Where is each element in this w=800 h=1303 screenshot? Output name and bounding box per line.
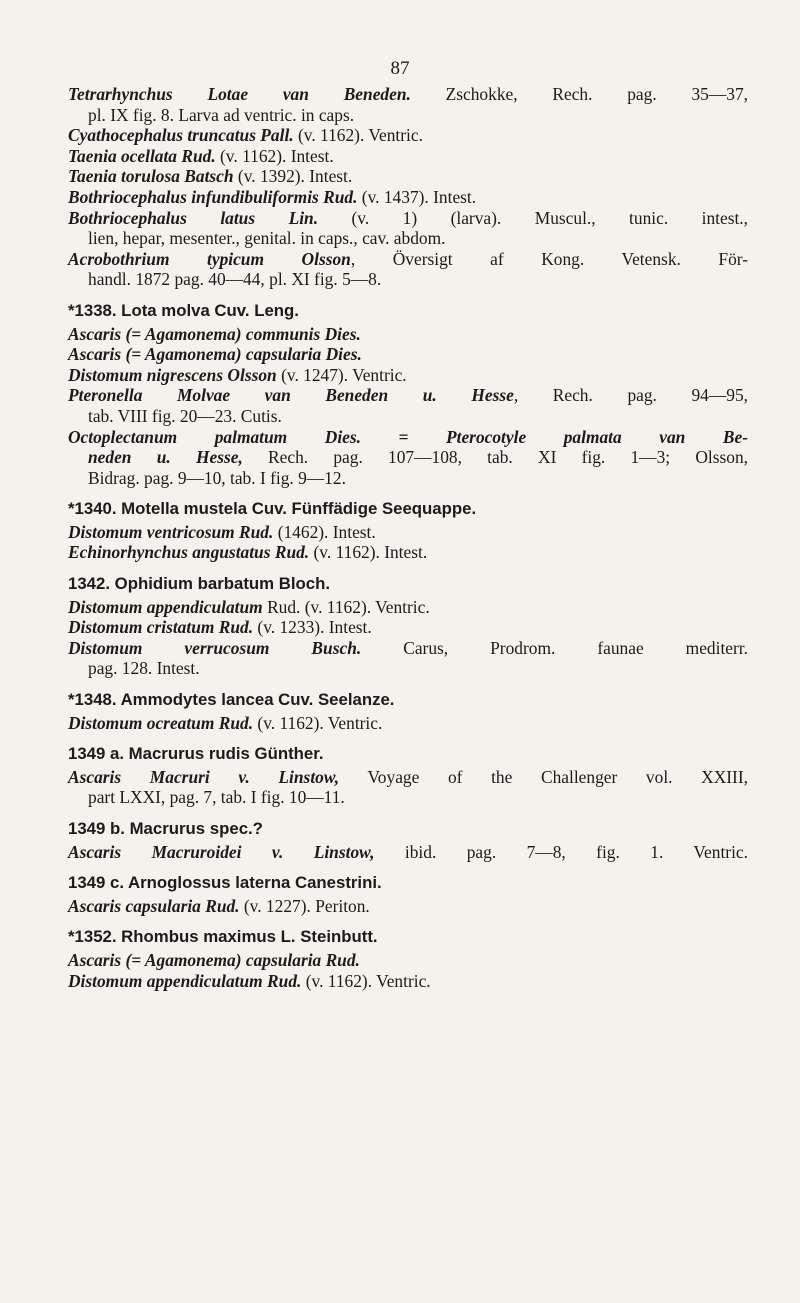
- citation-text: (v. 1247). Ventric.: [276, 364, 407, 385]
- page-number: 87: [390, 58, 410, 79]
- citation-text: Voyage of the Challenger vol. XXIII,: [339, 766, 748, 787]
- parasite-taxon: Taenia torulosa Batsch: [68, 166, 234, 187]
- entry-line: [68, 269, 748, 290]
- parasite-entry: [68, 638, 748, 679]
- entry-line: [68, 187, 748, 208]
- parasite-taxon: Distomum appendiculatum: [68, 596, 263, 617]
- entry-line: [68, 658, 748, 679]
- parasite-entry: [68, 767, 748, 808]
- entry-line: [68, 249, 748, 270]
- entry-line: [68, 713, 748, 734]
- parasite-taxon: Ascaris (= Agamonema) capsularia Dies.: [68, 344, 362, 365]
- parasite-entry: [68, 597, 748, 618]
- citation-text: part LXXI, pag. 7, tab. I fig. 10—11.: [88, 787, 345, 808]
- parasite-entry: [68, 427, 748, 489]
- host-species-heading: *1348. Ammodytes lancea Cuv. Seelanze.: [68, 690, 395, 710]
- host-species-heading: 1349 c. Arnoglossus laterna Canestrini.: [68, 873, 382, 893]
- entry-line: [68, 344, 748, 365]
- host-species-heading: *1352. Rhombus maximus L. Steinbutt.: [68, 927, 378, 947]
- parasite-entry: [68, 385, 748, 426]
- entry-line: [68, 971, 748, 992]
- entry-line: [68, 842, 748, 863]
- citation-text: (v. 1437). Intest.: [357, 186, 477, 207]
- entry-line: [68, 597, 748, 618]
- parasite-entry: [68, 842, 748, 863]
- host-section: [68, 499, 748, 563]
- citation-text: Rech. pag. 107—108, tab. XI fig. 1—3; Olsson,: [242, 447, 748, 468]
- entry-line: [68, 787, 748, 808]
- entry-line: [68, 447, 748, 468]
- entry-line: [68, 896, 748, 917]
- host-species-heading: *1338. Lota molva Cuv. Leng.: [68, 300, 299, 320]
- parasite-entry: [68, 896, 748, 917]
- parasite-entry: [68, 208, 748, 249]
- citation-text: (v. 1233). Intest.: [253, 617, 372, 638]
- parasite-entry: [68, 713, 748, 734]
- host-section: [68, 927, 748, 991]
- parasite-taxon: Octoplectanum palmatum Dies. = Pterocotyle palmata van Be-: [68, 426, 748, 447]
- citation-text: (v. 1162). Ventric.: [293, 125, 423, 146]
- parasite-taxon: Ascaris (= Agamonema) communis Dies.: [68, 323, 361, 344]
- entry-line: [68, 542, 748, 563]
- citation-text: pag. 128. Intest.: [88, 658, 200, 679]
- host-species-heading: 1342. Ophidium barbatum Bloch.: [68, 574, 331, 594]
- parasite-taxon: Pteronella Molvae van Beneden u. Hesse: [68, 385, 514, 406]
- parasite-entry: [68, 971, 748, 992]
- host-section: [68, 690, 748, 733]
- parasite-taxon: Bothriocephalus latus Lin.: [68, 207, 319, 228]
- parasite-entry: [68, 344, 748, 365]
- entry-line: [68, 406, 748, 427]
- host-section: [68, 84, 748, 290]
- citation-text: tab. VIII fig. 20—23. Cutis.: [88, 405, 282, 426]
- entry-line: [68, 638, 748, 659]
- citation-text: Carus, Prodrom. faunae mediterr.: [361, 637, 748, 658]
- parasite-taxon: Ascaris Macruroidei v. Linstow,: [68, 841, 375, 862]
- parasite-taxon: Ascaris capsularia Rud.: [68, 895, 240, 916]
- host-species-heading: *1340. Motella mustela Cuv. Fünffädige Seequappe.: [68, 499, 477, 519]
- entry-line: [68, 767, 748, 788]
- parasite-taxon: neden u. Hesse,: [88, 447, 243, 468]
- citation-text: Zschokke, Rech. pag. 35—37,: [410, 84, 748, 104]
- entry-line: [68, 324, 748, 345]
- parasite-entry: [68, 950, 748, 971]
- parasite-taxon: Acrobothrium typicum Olsson: [68, 248, 351, 269]
- parasite-entry: [68, 187, 748, 208]
- parasite-taxon: Distomum ventricosum Rud.: [68, 521, 274, 542]
- entry-line: [68, 950, 748, 971]
- parasite-entry: [68, 617, 748, 638]
- citation-text: lien, hepar, mesenter., genital. in caps., cav. abdom.: [88, 228, 446, 249]
- citation-text: (1462). Intest.: [273, 521, 376, 542]
- citation-text: (v. 1) (larva). Muscul., tunic. intest.,: [318, 207, 748, 228]
- host-section: [68, 574, 748, 679]
- host-section: [68, 819, 748, 862]
- parasite-entry: [68, 146, 748, 167]
- entry-line: [68, 146, 748, 167]
- entry-line: [68, 208, 748, 229]
- citation-text: ibid. pag. 7—8, fig. 1. Ventric.: [374, 841, 748, 862]
- parasite-entry: [68, 84, 748, 125]
- host-section: [68, 301, 748, 488]
- citation-text: (v. 1162). Ventric.: [253, 712, 383, 733]
- parasite-taxon: Taenia ocellata Rud.: [68, 145, 216, 166]
- parasite-entry: [68, 542, 748, 563]
- parasite-taxon: Bothriocephalus infundibuliformis Rud.: [68, 186, 358, 207]
- citation-text: handl. 1872 pag. 40—44, pl. XI fig. 5—8.: [88, 269, 382, 290]
- entry-line: [68, 468, 748, 489]
- parasite-entry: [68, 166, 748, 187]
- parasite-taxon: Cyathocephalus truncatus Pall.: [68, 125, 294, 146]
- host-section: [68, 744, 748, 808]
- citation-text: (v. 1392). Intest.: [233, 166, 353, 187]
- citation-text: pl. IX fig. 8. Larva ad ventric. in caps.: [88, 104, 355, 125]
- parasite-taxon: Ascaris Macruri v. Linstow,: [68, 766, 340, 787]
- citation-text: Bidrag. pag. 9—10, tab. I fig. 9—12.: [88, 467, 346, 488]
- citation-text: (v. 1162). Ventric.: [301, 970, 431, 991]
- citation-text: , Översigt af Kong. Vetensk. För-: [350, 248, 749, 269]
- entry-line: [68, 365, 748, 386]
- parasite-taxon: Echinorhynchus angustatus Rud.: [68, 542, 310, 563]
- page-body: [68, 84, 748, 991]
- parasite-taxon: Distomum nigrescens Olsson: [68, 364, 277, 385]
- parasite-taxon: Ascaris (= Agamonema) capsularia Rud.: [68, 949, 360, 970]
- entry-line: [68, 228, 748, 249]
- parasite-entry: [68, 365, 748, 386]
- parasite-taxon: Distomum appendiculatum Rud.: [68, 970, 302, 991]
- citation-text: , Rech. pag. 94—95,: [513, 385, 748, 406]
- entry-line: [68, 166, 748, 187]
- parasite-entry: [68, 324, 748, 345]
- parasite-entry: [68, 125, 748, 146]
- citation-text: (v. 1162). Intest.: [215, 145, 334, 166]
- parasite-taxon: Tetrarhynchus Lotae van Beneden.: [68, 84, 411, 104]
- host-species-heading: 1349 a. Macrurus rudis Günther.: [68, 744, 324, 764]
- entry-line: [68, 427, 748, 448]
- parasite-taxon: Distomum ocreatum Rud.: [68, 712, 254, 733]
- entry-line: [68, 84, 748, 105]
- entry-line: [68, 617, 748, 638]
- citation-text: (v. 1162). Intest.: [309, 542, 428, 563]
- host-section: [68, 873, 748, 916]
- parasite-taxon: Distomum cristatum Rud.: [68, 617, 254, 638]
- entry-line: [68, 105, 748, 126]
- entry-line: [68, 125, 748, 146]
- parasite-entry: [68, 522, 748, 543]
- entry-line: [68, 385, 748, 406]
- entry-line: [68, 522, 748, 543]
- parasite-taxon: Distomum verrucosum Busch.: [68, 637, 362, 658]
- parasite-entry: [68, 249, 748, 290]
- host-species-heading: 1349 b. Macrurus spec.?: [68, 819, 263, 838]
- citation-text: (v. 1227). Periton.: [239, 895, 370, 916]
- citation-text: Rud. (v. 1162). Ventric.: [262, 596, 430, 617]
